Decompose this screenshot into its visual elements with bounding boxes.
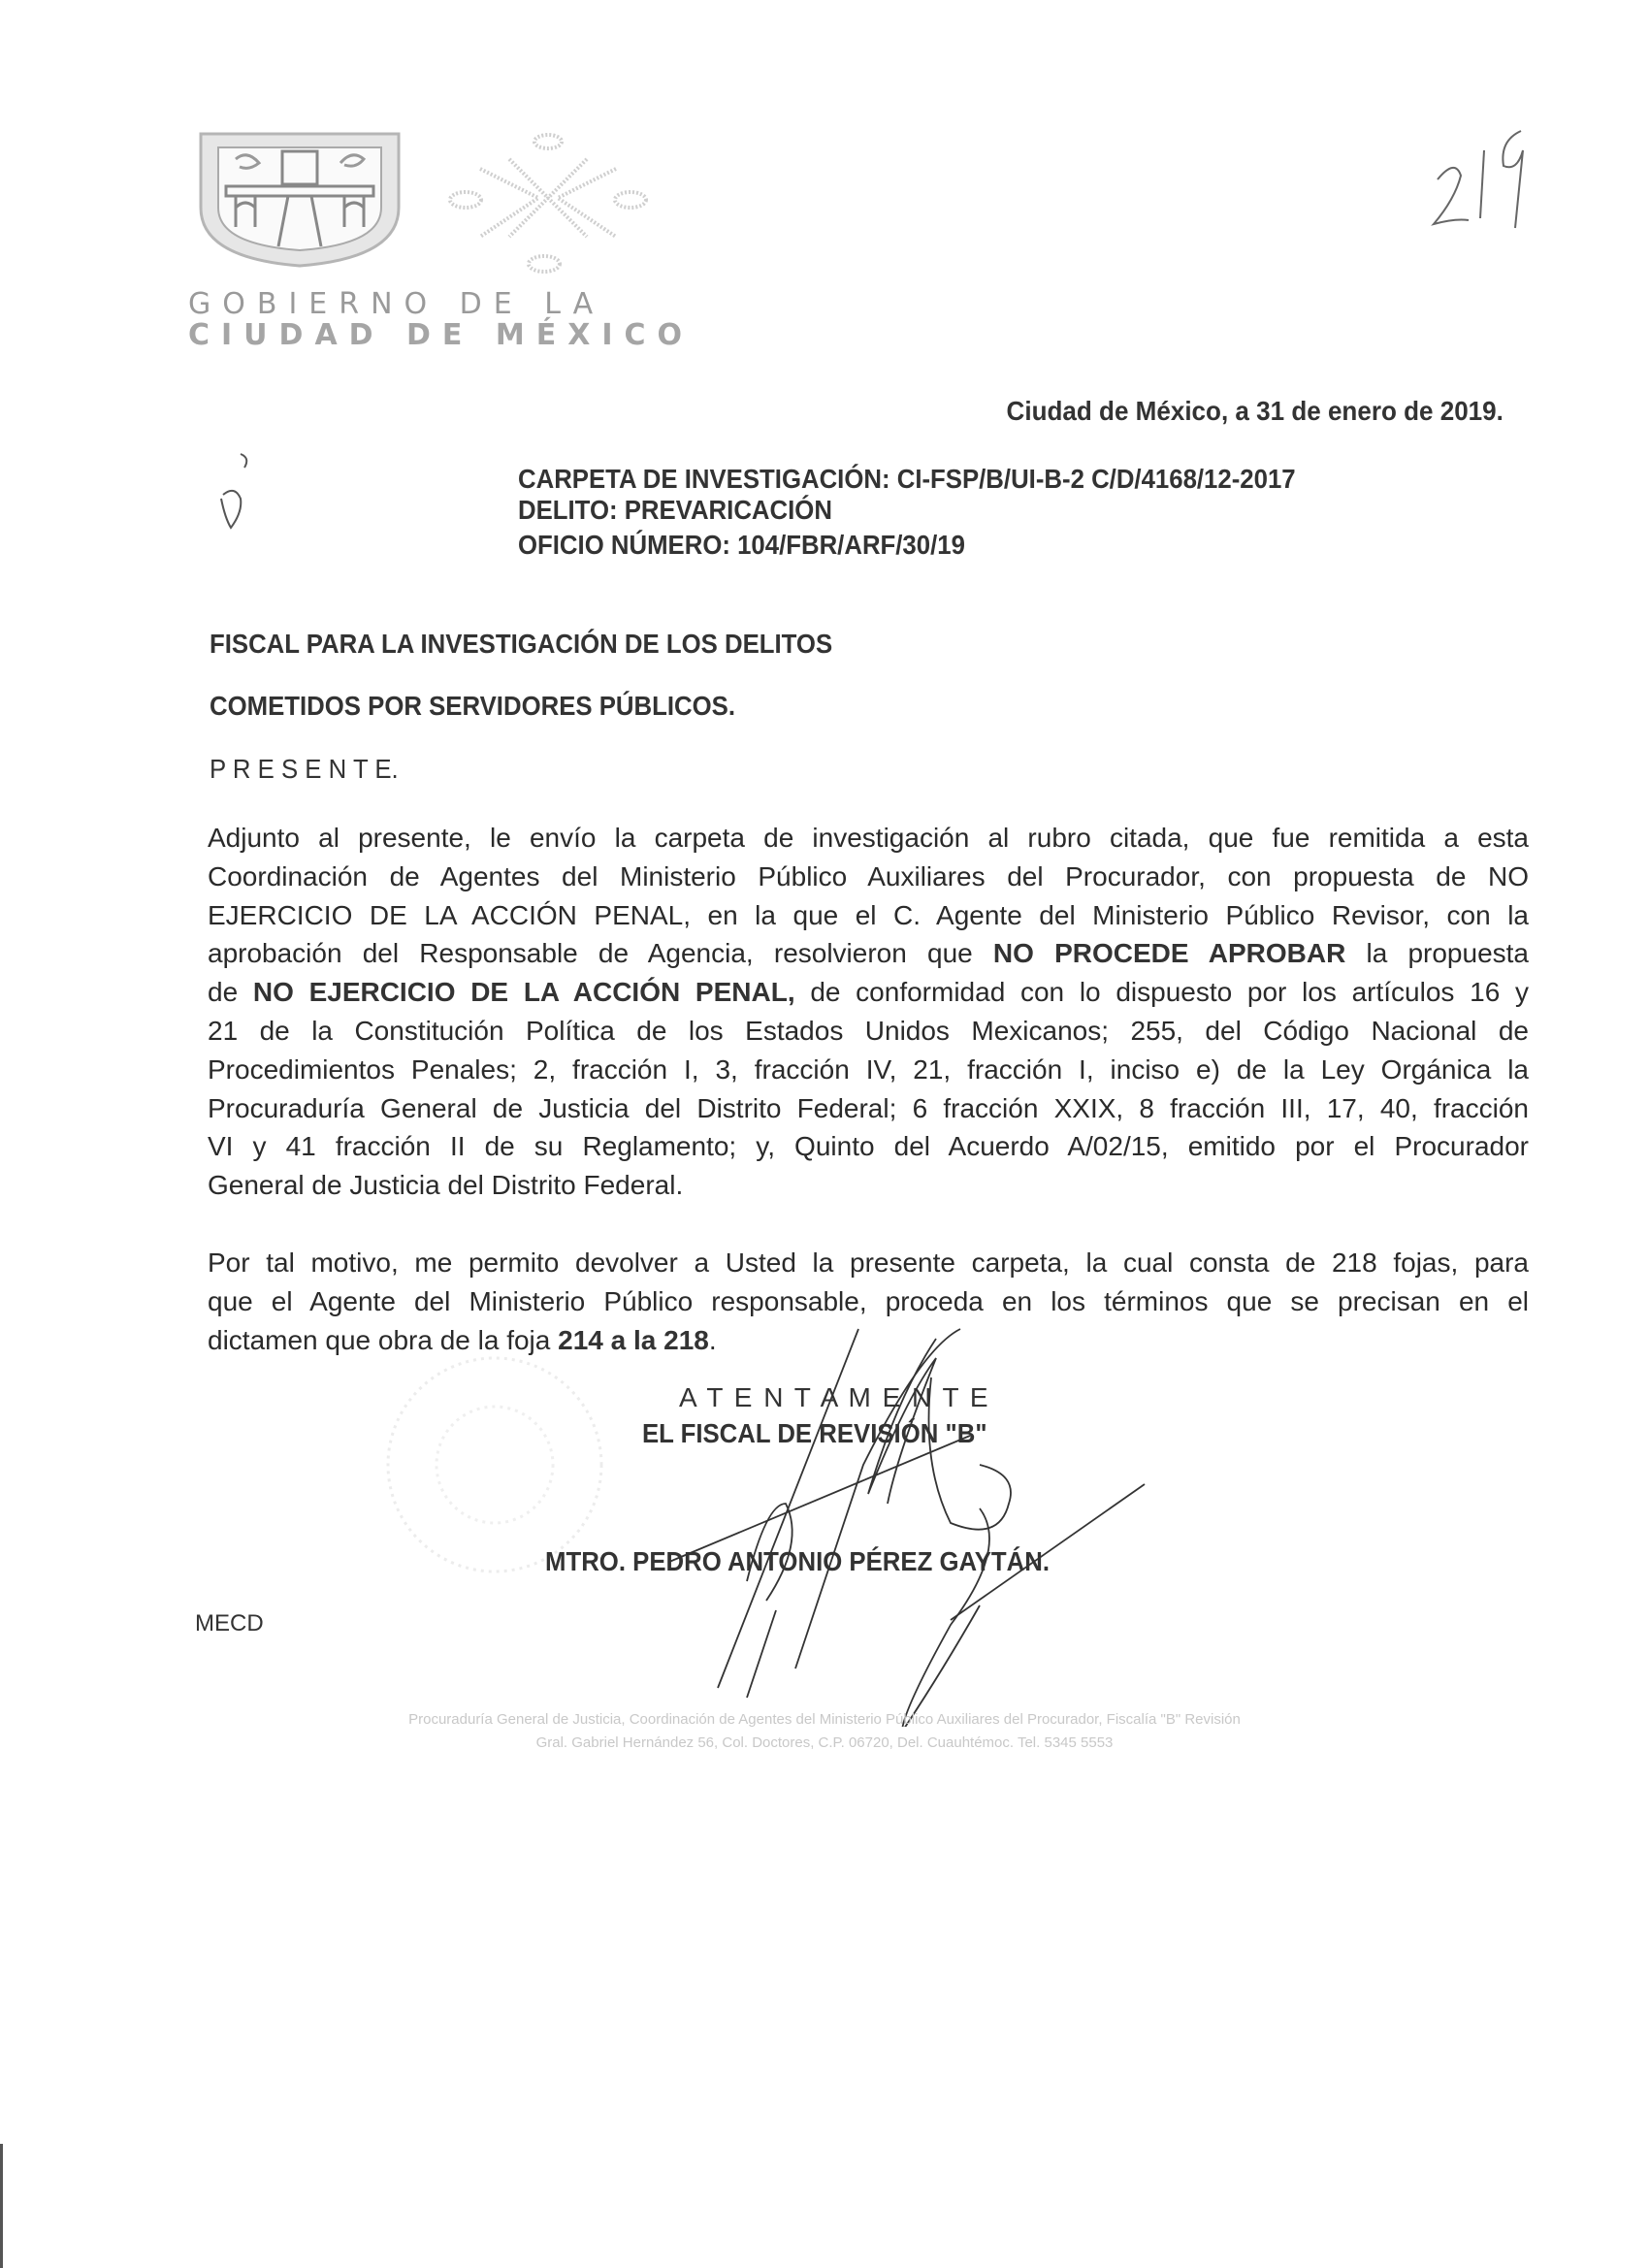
body-line: [208, 1051, 1529, 1089]
body-line: [208, 858, 1529, 896]
text-segment: de: [208, 977, 253, 1008]
body-line: [208, 1012, 1529, 1051]
body-paragraph-1: [208, 819, 1529, 1205]
closing-atentamente: A T E N T A M E N T E: [679, 1382, 990, 1412]
text-segment: la propuesta: [1345, 938, 1530, 969]
text-segment: General de Justicia del Distrito Federal.: [208, 1170, 684, 1201]
text-segment: dictamen que obra de la foja: [208, 1324, 559, 1355]
text-segment: VI y 41 fracción II de su Reglamento; y, Quinto del Acuerdo A/02/15, emitido por el Procurador: [208, 1131, 1529, 1162]
bold-text-segment: NO PROCEDE APROBAR: [992, 938, 1346, 969]
cdmx-emblem-logo: [441, 130, 655, 277]
date-line: Ciudad de México, a 31 de enero de 2019.: [1006, 396, 1504, 426]
typist-initials: MECD: [195, 1610, 264, 1636]
handwritten-mark: [213, 448, 262, 535]
body-line: [208, 1282, 1529, 1321]
addressee-line-1: FISCAL PARA LA INVESTIGACIÓN DE LOS DELITOS: [210, 629, 833, 659]
body-line: [208, 973, 1529, 1012]
body-line: [208, 934, 1529, 973]
signer-name: MTRO. PEDRO ANTONIO PÉREZ GAYTÁN.: [545, 1546, 1051, 1576]
letterhead-line-1: GOBIERNO DE LA: [188, 287, 605, 321]
carpeta-reference: CARPETA DE INVESTIGACIÓN: CI-FSP/B/UI-B-2 C/D/4168/12-2017: [518, 464, 1296, 494]
handwritten-page-number: [1426, 121, 1542, 243]
text-segment: Procedimientos Penales; 2, fracción I, 3, fracción IV, 21, fracción I, inciso e) de la Ley Orgánica la: [208, 1053, 1529, 1085]
bold-text-segment: 214 a la 218: [558, 1324, 709, 1355]
letterhead-line-2: CIUDAD DE MÉXICO: [188, 318, 695, 352]
body-line: [208, 896, 1529, 935]
delito-reference: DELITO: PREVARICACIÓN: [518, 495, 832, 525]
text-segment: EJERCICIO DE LA ACCIÓN PENAL, en la que el C. Agente del Ministerio Público Revisor, con la: [208, 899, 1529, 930]
text-segment: .: [708, 1324, 717, 1355]
text-segment: Adjunto al presente, le envío la carpeta de investigación al rubro citada, que fue remitida a esta: [208, 823, 1529, 853]
signer-title: EL FISCAL DE REVISIÓN "B": [642, 1418, 987, 1448]
bold-text-segment: NO EJERCICIO DE LA ACCIÓN PENAL,: [252, 977, 795, 1008]
text-segment: Procuraduría General de Justicia del Distrito Federal; 6 fracción XXIX, 8 fracción III, 17, 40, fracción: [208, 1092, 1529, 1123]
oficio-reference: OFICIO NÚMERO: 104/FBR/ARF/30/19: [518, 530, 965, 560]
text-segment: de conformidad con lo dispuesto por los artículos 16 y: [794, 977, 1529, 1008]
addressee-line-2: COMETIDOS POR SERVIDORES PÚBLICOS.: [210, 691, 735, 721]
presente-salutation: P R E S E N T E.: [210, 754, 399, 784]
body-line: [208, 1244, 1529, 1282]
footer-address-line-1: Procuraduría General de Justicia, Coordinación de Agentes del Ministerio Público Auxiliares del Procurador, Fiscalía "B" Revisión: [408, 1711, 1241, 1728]
footer-address-line-2: Gral. Gabriel Hernández 56, Col. Doctores, C.P. 06720, Del. Cuauhtémoc. Tel. 5345 5553: [535, 1734, 1114, 1751]
text-segment: 21 de la Constitución Política de los Estados Unidos Mexicanos; 255, del Código Nacional de: [208, 1015, 1529, 1046]
handwritten-signature: [601, 1319, 1280, 1727]
coat-of-arms-logo: [197, 130, 403, 268]
scan-edge-line: [0, 2144, 3, 2268]
body-line: [208, 1127, 1529, 1166]
text-segment: Coordinación de Agentes del Ministerio Público Auxiliares del Procurador, con propuesta de NO: [208, 860, 1529, 891]
text-segment: que el Agente del Ministerio Público responsable, proceda en los términos que se precisan en el: [208, 1285, 1529, 1316]
text-segment: Por tal motivo, me permito devolver a Usted la presente carpeta, la cual consta de 218 fojas, para: [208, 1247, 1529, 1278]
body-line: [208, 819, 1529, 858]
text-segment: aprobación del Responsable de Agencia, resolvieron que: [208, 938, 993, 969]
body-line: [208, 1166, 1529, 1205]
body-line: [208, 1089, 1529, 1128]
